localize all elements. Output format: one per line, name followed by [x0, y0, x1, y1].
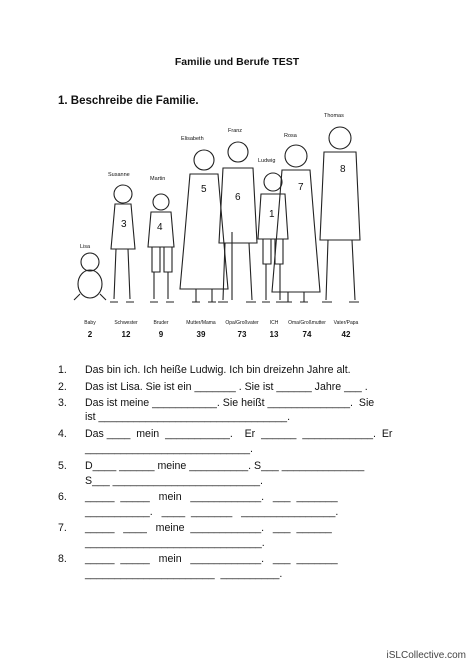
figure-number: 4	[157, 222, 163, 233]
role-label: Mutter/Mama	[186, 320, 216, 326]
exercise-line: _____ _____ mein ____________. ___ _______	[85, 491, 338, 503]
figure-elisabeth	[180, 150, 228, 302]
exercise-line: Das ist Lisa. Sie ist ein _______ . Sie ist ______ Jahre ___ .	[85, 381, 368, 393]
age-value: 9	[158, 330, 164, 339]
worksheet-title: Familie und Berufe TEST	[174, 56, 300, 68]
age-value: 39	[196, 330, 206, 339]
figure-number: 6	[235, 192, 241, 203]
exercise-number: 6.	[58, 491, 67, 503]
exercise-line: ___________. ____ _______ ________________.	[85, 506, 339, 518]
exercise-number: 7.	[58, 522, 67, 534]
age-value: 73	[237, 330, 247, 339]
figure-number: 5	[201, 184, 207, 195]
age-value: 12	[121, 330, 131, 339]
name-rosa: Rosa	[284, 133, 297, 139]
role-label: Bruder	[153, 320, 169, 326]
exercise-line: Das ist meine ___________. Sie heißt ______________. Sie	[85, 397, 375, 409]
exercise-number: 8.	[58, 553, 67, 565]
figure-number: 1	[269, 209, 275, 220]
name-elisabeth: Elisabeth	[181, 136, 204, 142]
exercise-number: 5.	[58, 460, 67, 472]
name-lisa: Lisa	[80, 244, 91, 250]
exercise-line: ____________________________.	[85, 443, 253, 455]
age-value: 74	[302, 330, 312, 339]
exercise-line: ______________________________.	[85, 537, 265, 549]
exercise-line: ______________________ __________.	[85, 568, 283, 580]
watermark-footer: iSLCollective.com	[386, 650, 466, 661]
name-martin: Martin	[150, 176, 166, 182]
figure-number: 3	[121, 219, 127, 230]
age-value: 13	[269, 330, 279, 339]
exercise-line: ist ________________________________.	[85, 411, 291, 423]
role-label: Baby	[84, 320, 96, 326]
figure-susanne	[110, 185, 135, 302]
exercise-line: S___ _________________________.	[85, 475, 263, 487]
exercise-line: Das ____ mein ___________. Er ______ ____________. Er	[85, 428, 393, 440]
exercise-number: 1.	[58, 364, 67, 376]
role-label: Opa/Großvater	[225, 320, 259, 326]
exercise-line: _____ ____ meine ____________. ___ ______	[85, 522, 332, 534]
role-label: Oma/Großmutter	[288, 320, 326, 326]
section-heading: 1. Beschreibe die Familie.	[58, 95, 199, 107]
figure-martin	[148, 194, 174, 302]
exercise-number: 4.	[58, 428, 67, 440]
role-label: ICH	[269, 320, 279, 326]
age-value: 2	[87, 330, 93, 339]
exercise-number: 2.	[58, 381, 67, 393]
figure-lisa	[74, 253, 106, 300]
figure-rosa	[272, 145, 320, 302]
role-label: Schwester	[114, 320, 138, 326]
family-illustration	[68, 112, 368, 317]
name-susanne: Susanne	[108, 172, 130, 178]
exercise-number: 3.	[58, 397, 67, 409]
figure-number: 8	[340, 164, 346, 175]
figure-franz	[218, 142, 257, 302]
name-ludwig: Ludwig	[258, 158, 276, 164]
exercise-line: _____ _____ mein ____________. ___ _______	[85, 553, 338, 565]
name-franz: Franz	[228, 128, 243, 134]
role-label: Vater/Papa	[333, 320, 359, 326]
figure-number: 7	[298, 182, 304, 193]
name-thomas: Thomas	[324, 113, 344, 119]
exercise-line: Das bin ich. Ich heiße Ludwig. Ich bin dreizehn Jahre alt.	[85, 364, 351, 376]
age-value: 42	[341, 330, 351, 339]
exercise-line: D____ ______ meine __________. S___ ______________	[85, 460, 365, 472]
figure-thomas	[320, 127, 360, 302]
